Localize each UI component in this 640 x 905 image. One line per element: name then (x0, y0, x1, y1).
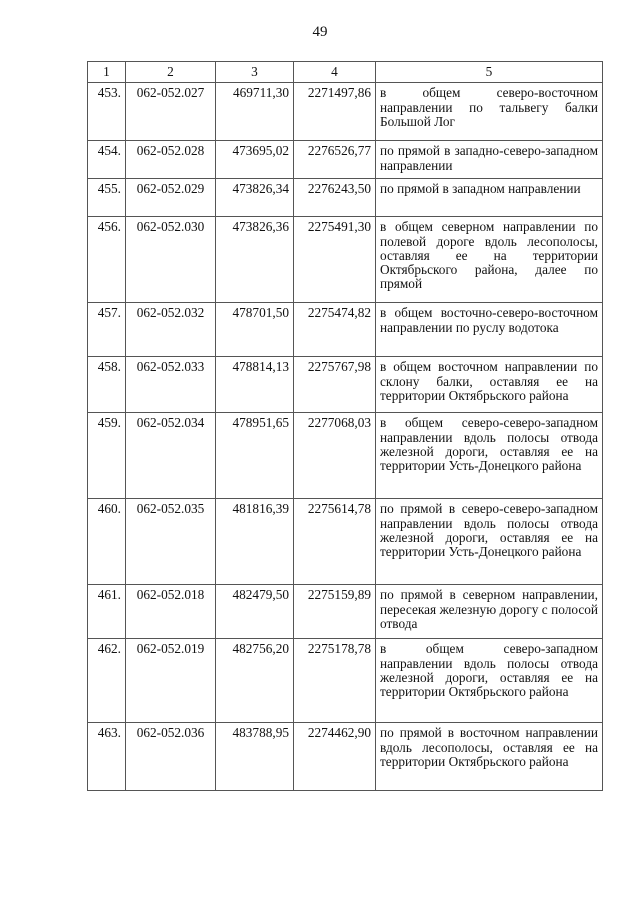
row-number: 453. (88, 83, 126, 141)
point-code: 062-052.028 (126, 141, 216, 179)
x-coordinate: 478951,65 (216, 413, 294, 499)
point-code: 062-052.030 (126, 217, 216, 303)
row-number: 455. (88, 179, 126, 217)
row-number: 461. (88, 585, 126, 639)
boundary-description: в общем северо-западном направлении вдоль полосы отвода железной дороги, оставляя ее на территории Октябрьского района (376, 639, 603, 723)
boundary-description: в общем северо-северо-западном направлении вдоль полосы отвода железной дороги, оставляя ее на территории Усть-Донецкого района (376, 413, 603, 499)
y-coordinate: 2275491,30 (294, 217, 376, 303)
header-cell-col5: 5 (376, 62, 603, 83)
boundary-description: в общем восточно-северо-восточном направлении по руслу водотока (376, 303, 603, 357)
header-cell-col4: 4 (294, 62, 376, 83)
table-row (88, 303, 603, 357)
x-coordinate: 483788,95 (216, 723, 294, 791)
point-code: 062-052.032 (126, 303, 216, 357)
page-number: 49 (312, 24, 328, 40)
header-cell-col3: 3 (216, 62, 294, 83)
row-number: 458. (88, 357, 126, 413)
table-row (88, 141, 603, 179)
x-coordinate: 473695,02 (216, 141, 294, 179)
boundary-description: по прямой в западно-северо-западном направлении (376, 141, 603, 179)
point-code: 062-052.019 (126, 639, 216, 723)
boundary-description: по прямой в северо-северо-западном направлении вдоль полосы отвода железной дороги, оставляя ее на территории Усть-Донецкого района (376, 499, 603, 585)
row-number: 460. (88, 499, 126, 585)
x-coordinate: 469711,30 (216, 83, 294, 141)
table-row (88, 639, 603, 723)
header-row (88, 62, 603, 83)
point-code: 062-052.027 (126, 83, 216, 141)
table-row (88, 585, 603, 639)
boundary-description: по прямой в западном направлении (376, 179, 603, 217)
y-coordinate: 2277068,03 (294, 413, 376, 499)
y-coordinate: 2275614,78 (294, 499, 376, 585)
row-number: 463. (88, 723, 126, 791)
y-coordinate: 2275474,82 (294, 303, 376, 357)
table-row (88, 413, 603, 499)
row-number: 454. (88, 141, 126, 179)
boundary-description: по прямой в восточном направлении вдоль лесополосы, оставляя ее на территории Октябрьского района (376, 723, 603, 791)
boundary-description: по прямой в северном направлении, пересекая железную дорогу с полосой отвода (376, 585, 603, 639)
y-coordinate: 2276243,50 (294, 179, 376, 217)
table-row (88, 217, 603, 303)
x-coordinate: 478701,50 (216, 303, 294, 357)
y-coordinate: 2271497,86 (294, 83, 376, 141)
row-number: 456. (88, 217, 126, 303)
table-row (88, 723, 603, 791)
point-code: 062-052.029 (126, 179, 216, 217)
header-cell-col1: 1 (88, 62, 126, 83)
x-coordinate: 473826,34 (216, 179, 294, 217)
point-code: 062-052.035 (126, 499, 216, 585)
x-coordinate: 473826,36 (216, 217, 294, 303)
y-coordinate: 2276526,77 (294, 141, 376, 179)
boundary-description: в общем северном направлении по полевой дороге вдоль лесополосы, оставляя ее на территории Октябрьского района, далее по прямой (376, 217, 603, 303)
point-code: 062-052.018 (126, 585, 216, 639)
boundary-description: в общем северо-восточном направлении по тальвегу балки Большой Лог (376, 83, 603, 141)
y-coordinate: 2275767,98 (294, 357, 376, 413)
boundary-description: в общем восточном направлении по склону балки, оставляя ее на территории Октябрьского района (376, 357, 603, 413)
table-row (88, 357, 603, 413)
x-coordinate: 482756,20 (216, 639, 294, 723)
x-coordinate: 481816,39 (216, 499, 294, 585)
point-code: 062-052.036 (126, 723, 216, 791)
x-coordinate: 478814,13 (216, 357, 294, 413)
table-row (88, 83, 603, 141)
x-coordinate: 482479,50 (216, 585, 294, 639)
y-coordinate: 2274462,90 (294, 723, 376, 791)
table-row (88, 499, 603, 585)
row-number: 457. (88, 303, 126, 357)
boundary-points-table (87, 61, 603, 791)
row-number: 459. (88, 413, 126, 499)
y-coordinate: 2275159,89 (294, 585, 376, 639)
row-number: 462. (88, 639, 126, 723)
table-row (88, 179, 603, 217)
table-header (88, 62, 603, 83)
y-coordinate: 2275178,78 (294, 639, 376, 723)
table-body (88, 83, 603, 791)
point-code: 062-052.033 (126, 357, 216, 413)
header-cell-col2: 2 (126, 62, 216, 83)
point-code: 062-052.034 (126, 413, 216, 499)
